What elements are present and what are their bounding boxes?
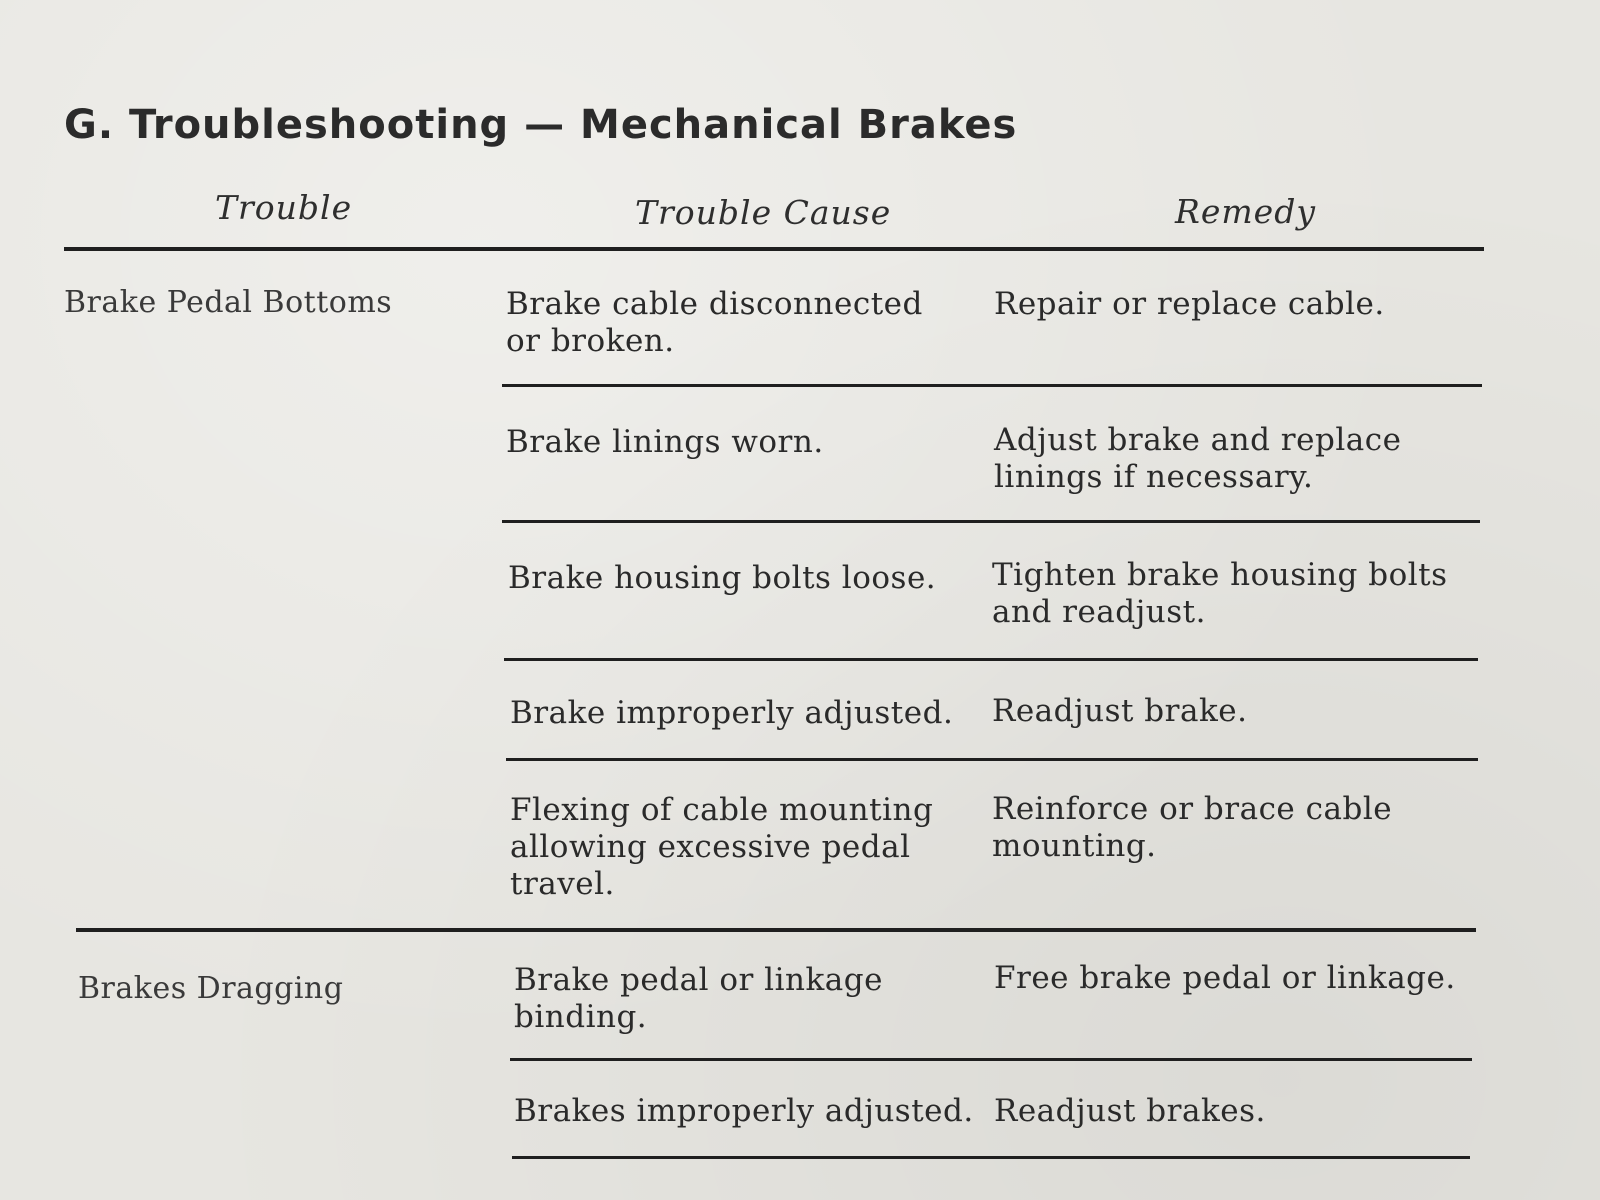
row-divider	[510, 1058, 1472, 1061]
trouble-label: Brakes Dragging	[78, 971, 344, 1006]
column-header-trouble: Trouble	[215, 188, 353, 227]
remedy-cell: Repair or replace cable.	[994, 286, 1385, 322]
row-divider	[502, 520, 1480, 523]
cause-cell: Brake housing bolts loose.	[508, 560, 937, 596]
remedy-cell: Tighten brake housing bolts and readjust.	[992, 557, 1448, 630]
cause-cell: Brake cable disconnected or broken.	[506, 286, 923, 359]
remedy-cell: Readjust brakes.	[994, 1093, 1266, 1129]
cause-cell: Brake linings worn.	[506, 424, 824, 460]
row-divider	[502, 384, 1482, 387]
remedy-cell: Adjust brake and replace linings if necessary.	[994, 422, 1402, 495]
remedy-cell: Free brake pedal or linkage.	[994, 960, 1456, 996]
cause-cell: Brake pedal or linkage binding.	[514, 962, 883, 1035]
trouble-label: Brake Pedal Bottoms	[64, 285, 393, 320]
remedy-cell: Reinforce or brace cable mounting.	[992, 791, 1393, 864]
cause-cell: Flexing of cable mounting allowing excessive pedal travel.	[510, 792, 934, 902]
column-header-cause: Trouble Cause	[635, 193, 892, 232]
cause-cell: Brake improperly adjusted.	[510, 695, 954, 731]
column-header-remedy: Remedy	[1175, 192, 1316, 231]
group-divider	[76, 928, 1476, 932]
header-rule	[64, 247, 1484, 251]
page-title: G. Troubleshooting — Mechanical Brakes	[64, 102, 1018, 148]
row-divider	[506, 758, 1478, 761]
row-divider	[504, 658, 1478, 661]
remedy-cell: Readjust brake.	[992, 693, 1248, 729]
cause-cell: Brakes improperly adjusted.	[514, 1093, 974, 1129]
row-divider	[512, 1156, 1470, 1159]
